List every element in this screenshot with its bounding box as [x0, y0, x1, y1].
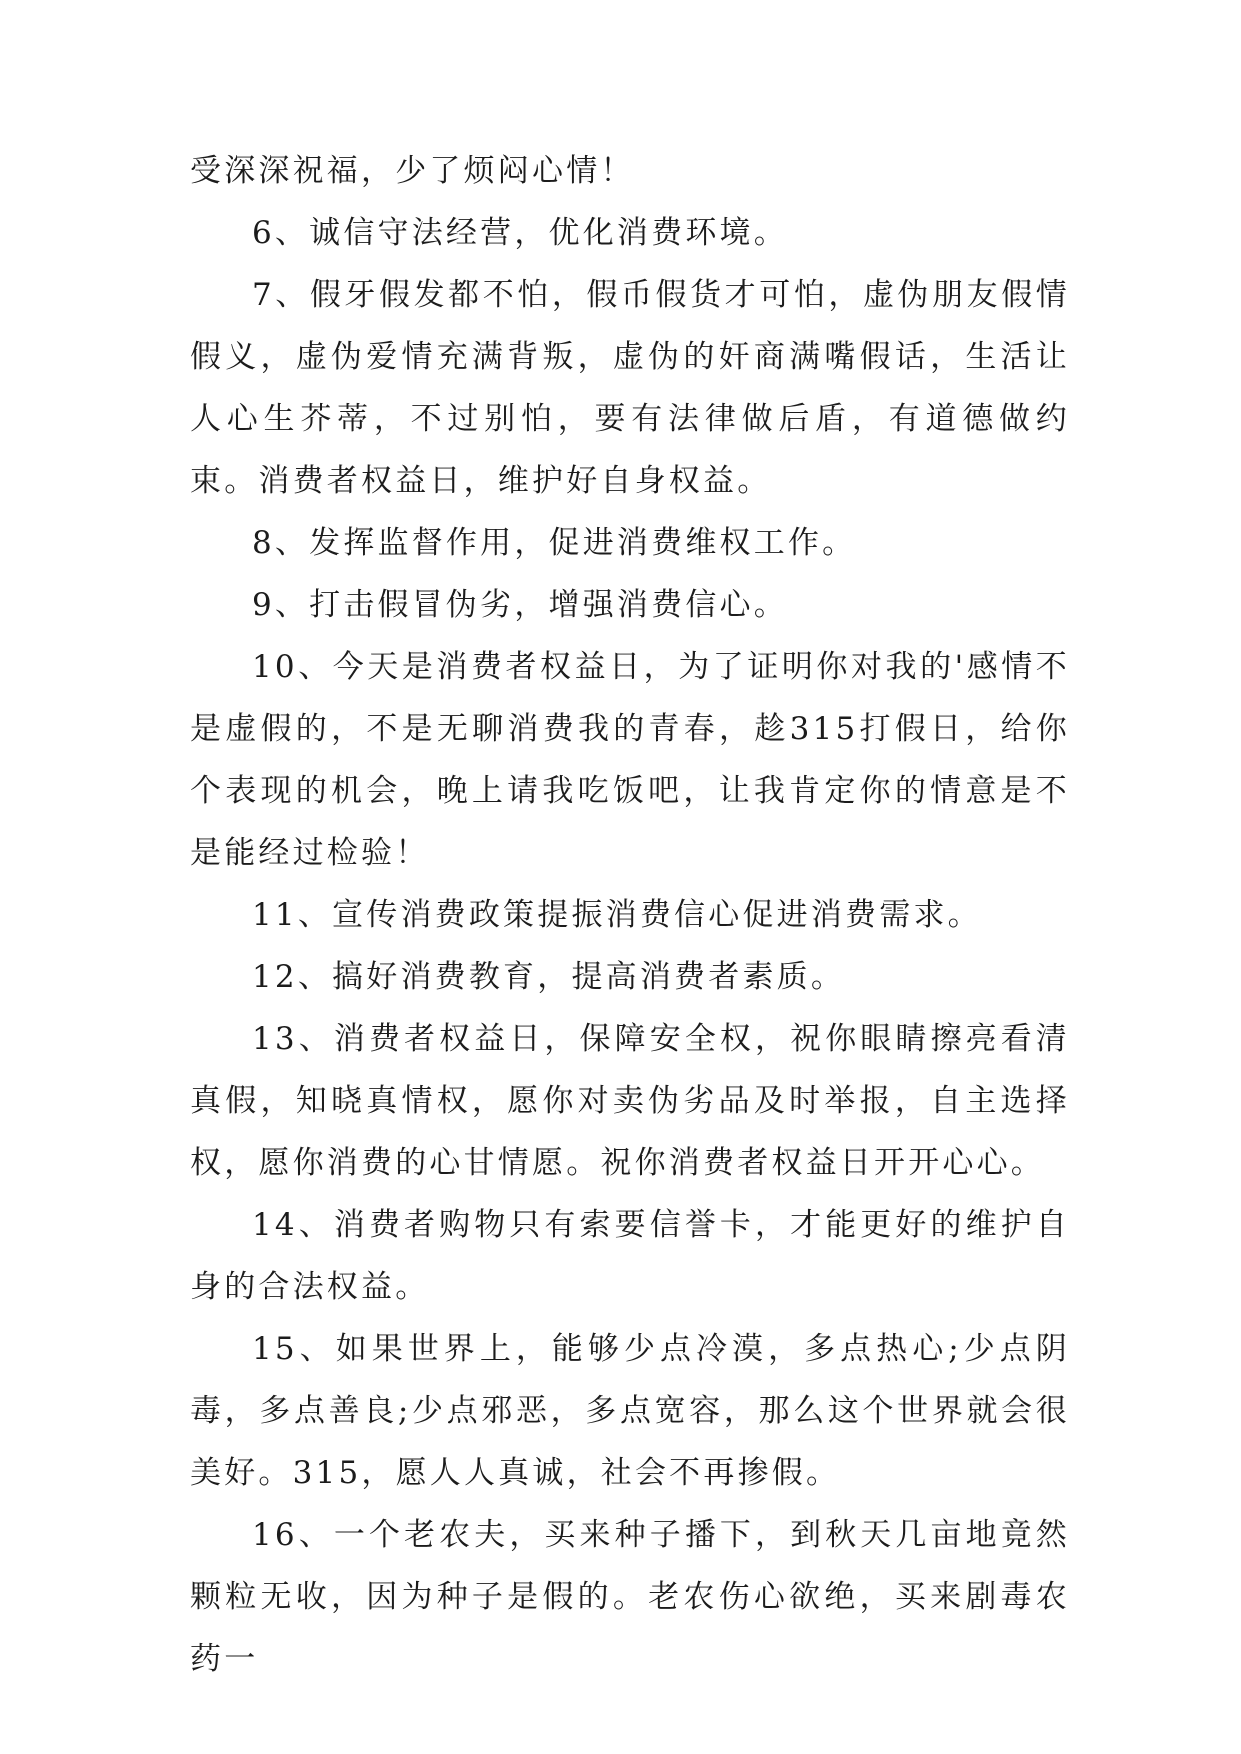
paragraph-13: 13、消费者权益日，保障安全权，祝你眼睛擦亮看清真假，知晓真情权，愿你对卖伪劣品及时举报，自主选择权，愿你消费的心甘情愿。祝你消费者权益日开开心心。	[190, 1021, 1070, 1181]
paragraph-continuation: 受深深祝福，少了烦闷心情！	[190, 153, 635, 189]
paragraph-15: 15、如果世界上，能够少点冷漠，多点热心;少点阴毒，多点善良;少点邪恶，多点宽容，那么这个世界就会很美好。315，愿人人真诚，社会不再掺假。	[190, 1331, 1070, 1491]
paragraph-9: 9、打击假冒伪劣，增强消费信心。	[252, 587, 788, 623]
document-page	[190, 140, 1070, 1690]
paragraph-12: 12、搞好消费教育，提高消费者素质。	[252, 959, 846, 995]
paragraph-16: 16、一个老农夫，买来种子播下，到秋天几亩地竟然颗粒无收，因为种子是假的。老农伤心欲绝，买来剧毒农药一	[190, 1517, 1070, 1677]
paragraph-10: 10、今天是消费者权益日，为了证明你对我的'感情不是虚假的，不是无聊消费我的青春，趁315打假日，给你个表现的机会，晚上请我吃饭吧，让我肯定你的情意是不是能经过检验！	[190, 649, 1070, 871]
paragraph-14: 14、消费者购物只有索要信誉卡，才能更好的维护自身的合法权益。	[190, 1207, 1070, 1305]
paragraph-7: 7、假牙假发都不怕，假币假货才可怕，虚伪朋友假情假义，虚伪爱情充满背叛，虚伪的奸商满嘴假话，生活让人心生芥蒂，不过别怕，要有法律做后盾，有道德做约束。消费者权益日，维护好自身权益。	[190, 277, 1070, 499]
paragraph-11: 11、宣传消费政策提振消费信心促进消费需求。	[252, 897, 982, 933]
paragraph-6: 6、诚信守法经营，优化消费环境。	[252, 215, 788, 251]
paragraph-8: 8、发挥监督作用，促进消费维权工作。	[252, 525, 857, 561]
